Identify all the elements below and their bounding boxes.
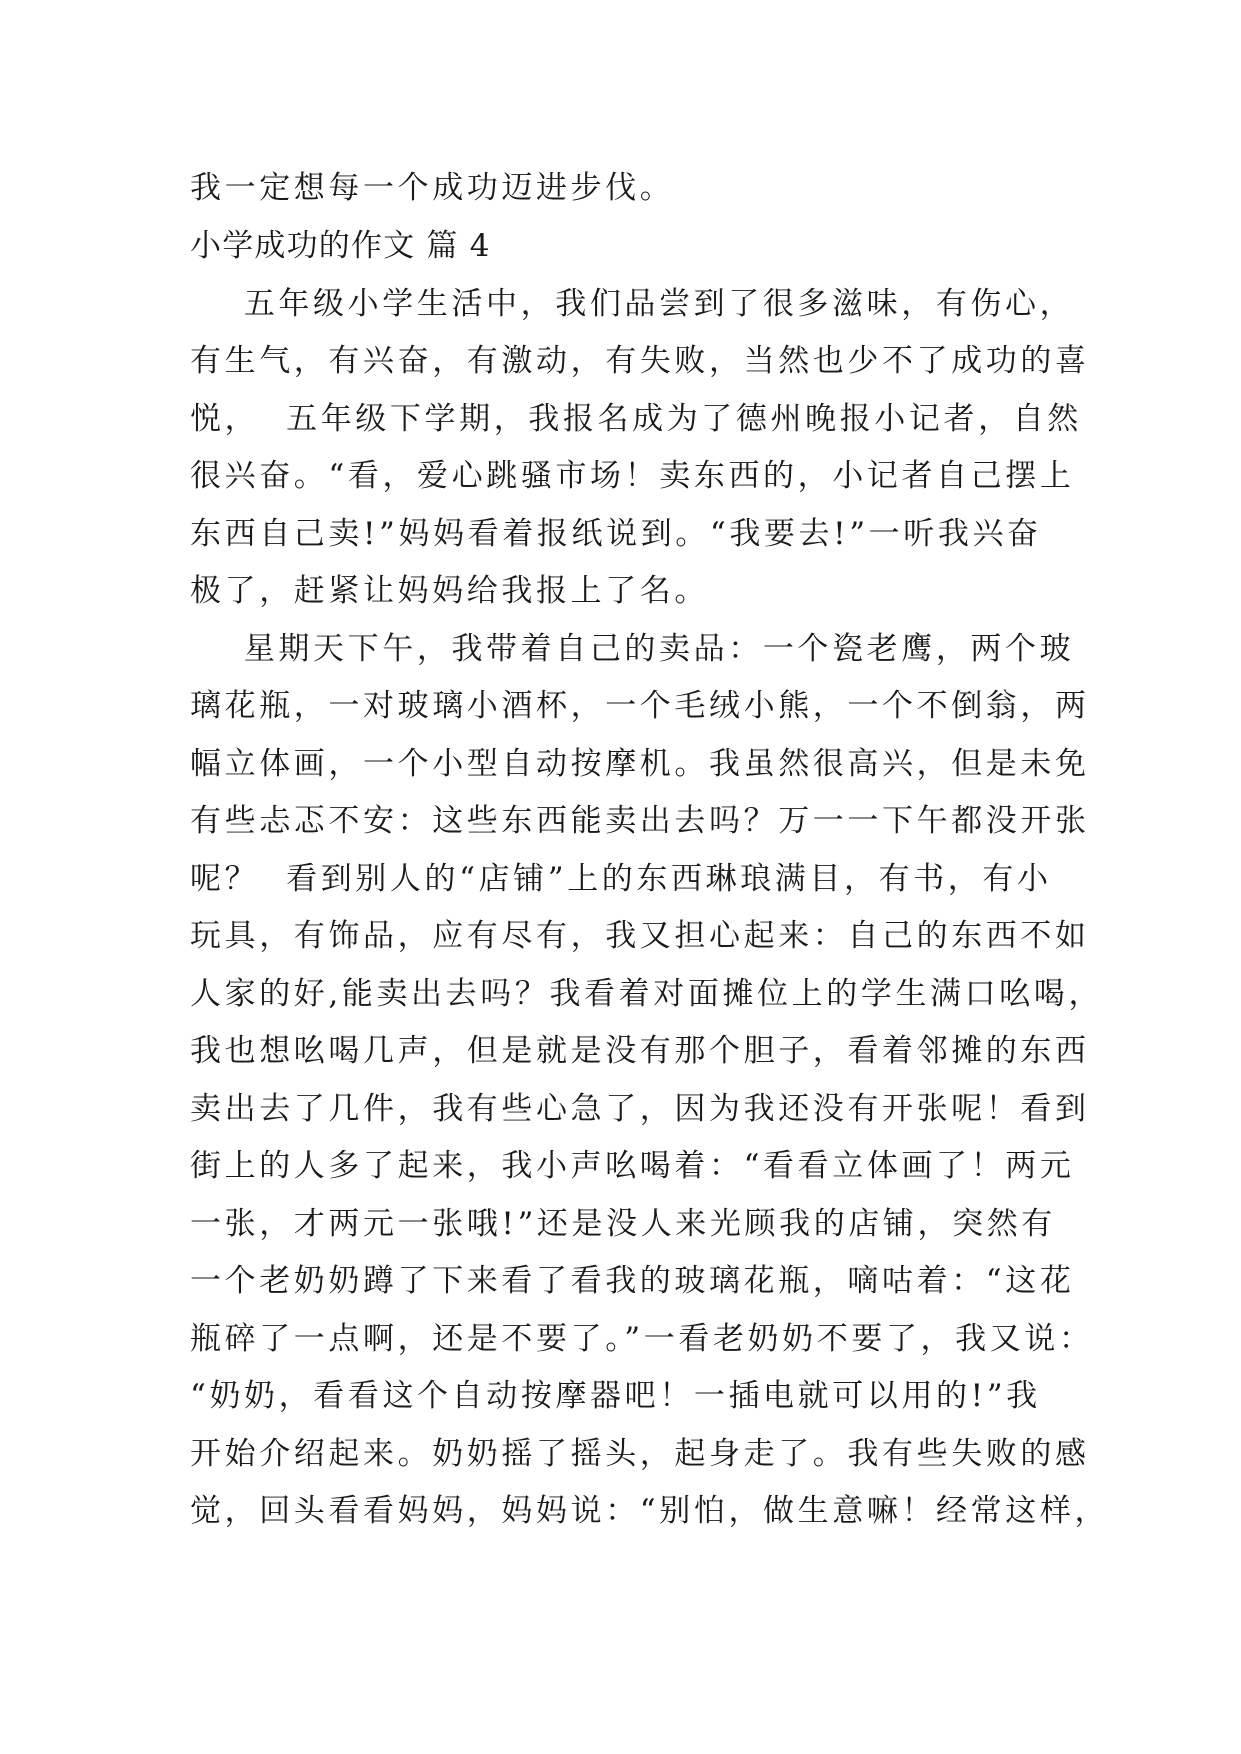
text-line: 东西自己卖!”妈妈看着报纸说到。“我要去!”一听我兴奋 [190,516,1042,552]
text-line: 幅立体画，一个小型自动按摩机。我虽然很高兴，但是未免 [190,746,1090,782]
text-line: 有生气，有兴奋，有激动，有失败，当然也少不了成功的喜 [190,343,1090,379]
text-line: 一张，才两元一张哦!”还是没人来光顾我的店铺，突然有 [190,1206,1056,1242]
text-line: 人家的好,能卖出去吗？我看着对面摊位上的学生满口吆喝， [190,976,1104,1012]
text-line: 呢？ 看到别人的“店铺”上的东西琳琅满目，有书，有小 [190,861,1052,897]
text-line: 我一定想每一个成功迈进步伐。 [190,170,675,206]
text-line: 很兴奋。“看，爱心跳骚市场！卖东西的，小记者自己摆上 [190,458,1075,494]
text-line: 街上的人多了起来，我小声吆喝着：“看看立体画了！两元 [190,1148,1075,1184]
text-line: 五年级小学生活中，我们品尝到了很多滋味，有伤心， [190,286,1075,322]
section-heading: 小学成功的作文 篇 4 [190,228,491,264]
text-line: 玩具，有饰品，应有尽有，我又担心起来：自己的东西不如 [190,918,1090,954]
text-line: 星期天下午，我带着自己的卖品：一个瓷老鹰，两个玻 [190,631,1075,667]
text-line: 璃花瓶，一对玻璃小酒杯，一个毛绒小熊，一个不倒翁，两 [190,688,1090,724]
text-line: 我也想吆喝几声，但是就是没有那个胆子，看着邻摊的东西 [190,1033,1090,1069]
text-line: 开始介绍起来。奶奶摇了摇头，起身走了。我有些失败的感 [190,1436,1090,1472]
text-line: 一个老奶奶蹲了下来看了看我的玻璃花瓶，嘀咕着：“这花 [190,1263,1075,1299]
text-line: 有些忐忑不安：这些东西能卖出去吗？万一一下午都没开张 [190,803,1090,839]
text-line: 悦， 五年级下学期，我报名成为了德州晚报小记者，自然 [190,401,1082,437]
text-line: 极了，赶紧让妈妈给我报上了名。 [190,573,709,609]
text-line: “奶奶，看看这个自动按摩器吧！一插电就可以用的!”我 [190,1378,1041,1414]
text-line: 瓶碎了一点啊，还是不要了。”一看老奶奶不要了，我又说： [190,1321,1094,1357]
text-line: 卖出去了几件，我有些心急了，因为我还没有开张呢！看到 [190,1091,1090,1127]
text-line: 觉，回头看看妈妈，妈妈说：“别怕，做生意嘛！经常这样， [190,1493,1110,1529]
